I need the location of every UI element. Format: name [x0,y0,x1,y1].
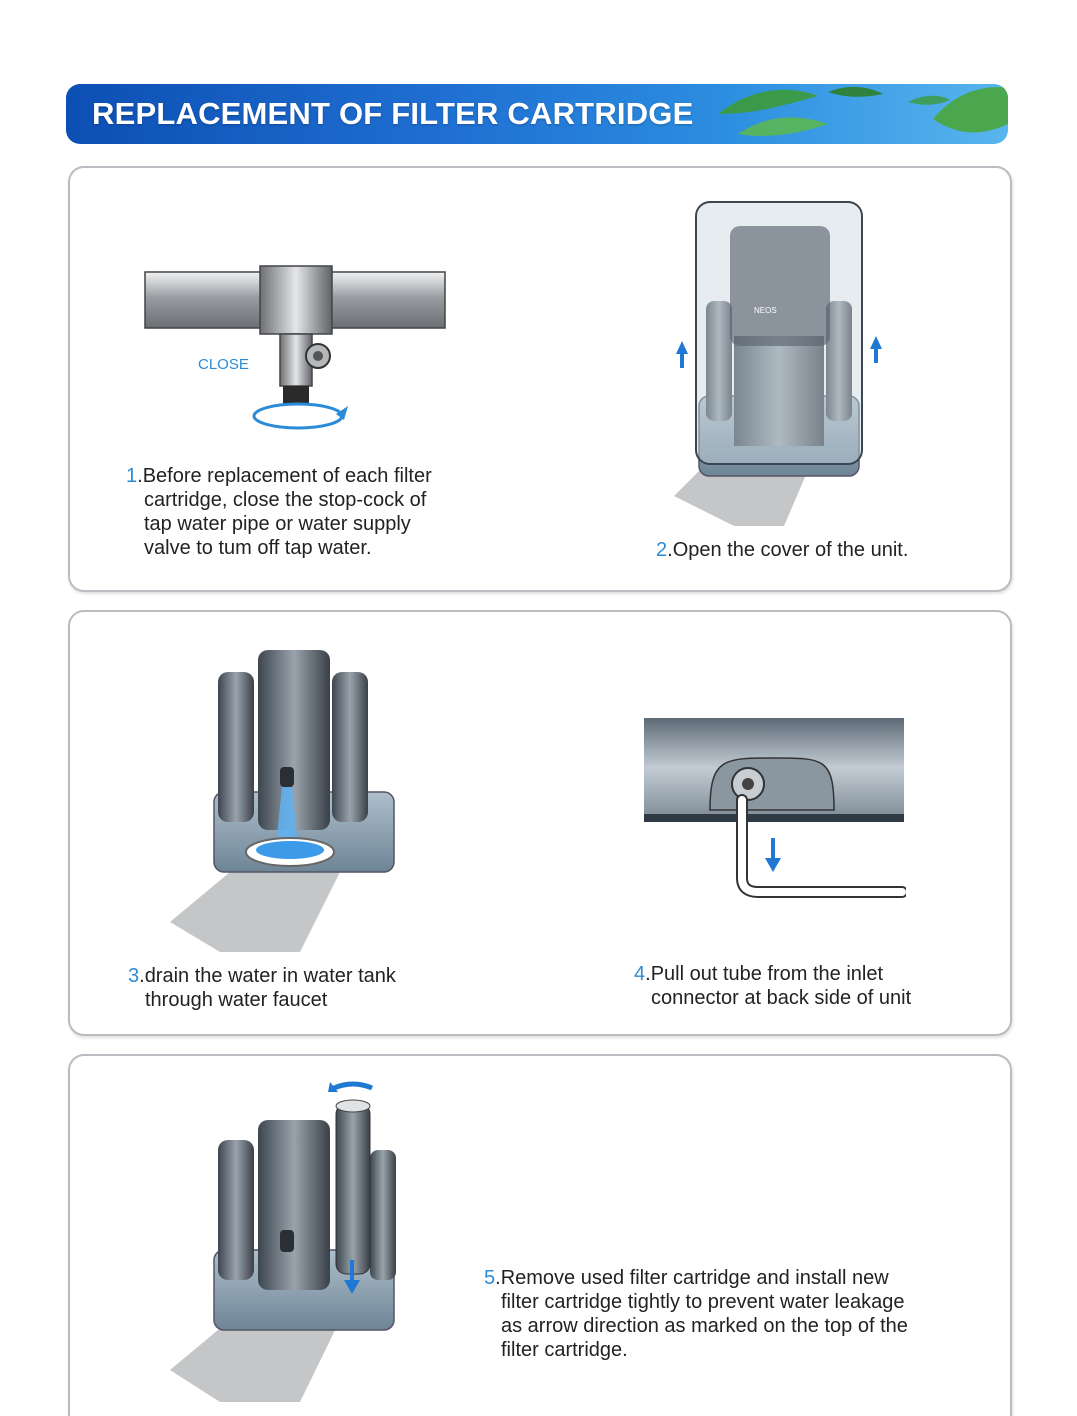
arrow-down-icon [765,838,781,872]
step-number: 4 [634,963,646,985]
step-panel-3 [68,1054,1012,1416]
unit-open-cover-illustration [664,196,894,526]
caption-line: filter cartridge. [501,1339,628,1361]
step-1-caption: 1.Before replacement of each filter cartridge, close the stop-cock of tap water pipe or water supply valve to tum off tap water. [126,465,432,559]
caption-line: tap water pipe or water supply [144,513,411,535]
inlet-connector-illustration [644,718,906,900]
page-title: REPLACEMENT OF FILTER CARTRIDGE [92,96,694,131]
step-number: 1 [126,465,138,487]
section-banner [66,84,1008,144]
step-panel-2 [68,610,1012,1036]
caption-line: cartridge, close the stop-cock of [144,489,427,511]
caption-line: Open the cover of the unit. [672,539,909,561]
step-number: 3 [128,965,140,987]
leaf-decoration-icon [678,84,1008,144]
step-number: 5 [484,1267,496,1289]
caption-line: Pull out tube from the inlet [650,963,884,985]
step-number: 2 [656,539,668,561]
arrow-up-icon [676,341,688,368]
step-4-caption: 4.Pull out tube from the inlet connector at back side of unit [634,963,912,1009]
step-5-caption: 5.Remove used filter cartridge and install new filter cartridge tightly to prevent water leakage as arrow direction as marked on the top of the filter cartridge. [484,1267,908,1361]
arrow-up-icon [870,336,882,363]
step-2-caption: 2.Open the cover of the unit. [656,539,909,561]
caption-line: drain the water in water tank [144,965,396,987]
caption-line: connector at back side of unit [651,987,912,1009]
step-3-caption: 3.drain the water in water tank through water faucet [128,965,396,1011]
caption-line: Before replacement of each filter [142,465,432,487]
caption-line: Remove used filter cartridge and install new [500,1267,889,1289]
drain-water-illustration [170,642,410,952]
close-label: CLOSE [198,356,249,373]
caption-line: as arrow direction as marked on the top of the [501,1315,908,1337]
brand-label: NEOS [754,306,777,315]
step-panel-1 [68,166,1012,592]
caption-line: through water faucet [145,989,328,1011]
replace-cartridge-illustration [170,1080,410,1402]
caption-line: filter cartridge tightly to prevent water leakage [501,1291,905,1313]
caption-line: valve to tum off tap water. [144,537,372,559]
stopcock-pipe-illustration [140,264,450,434]
